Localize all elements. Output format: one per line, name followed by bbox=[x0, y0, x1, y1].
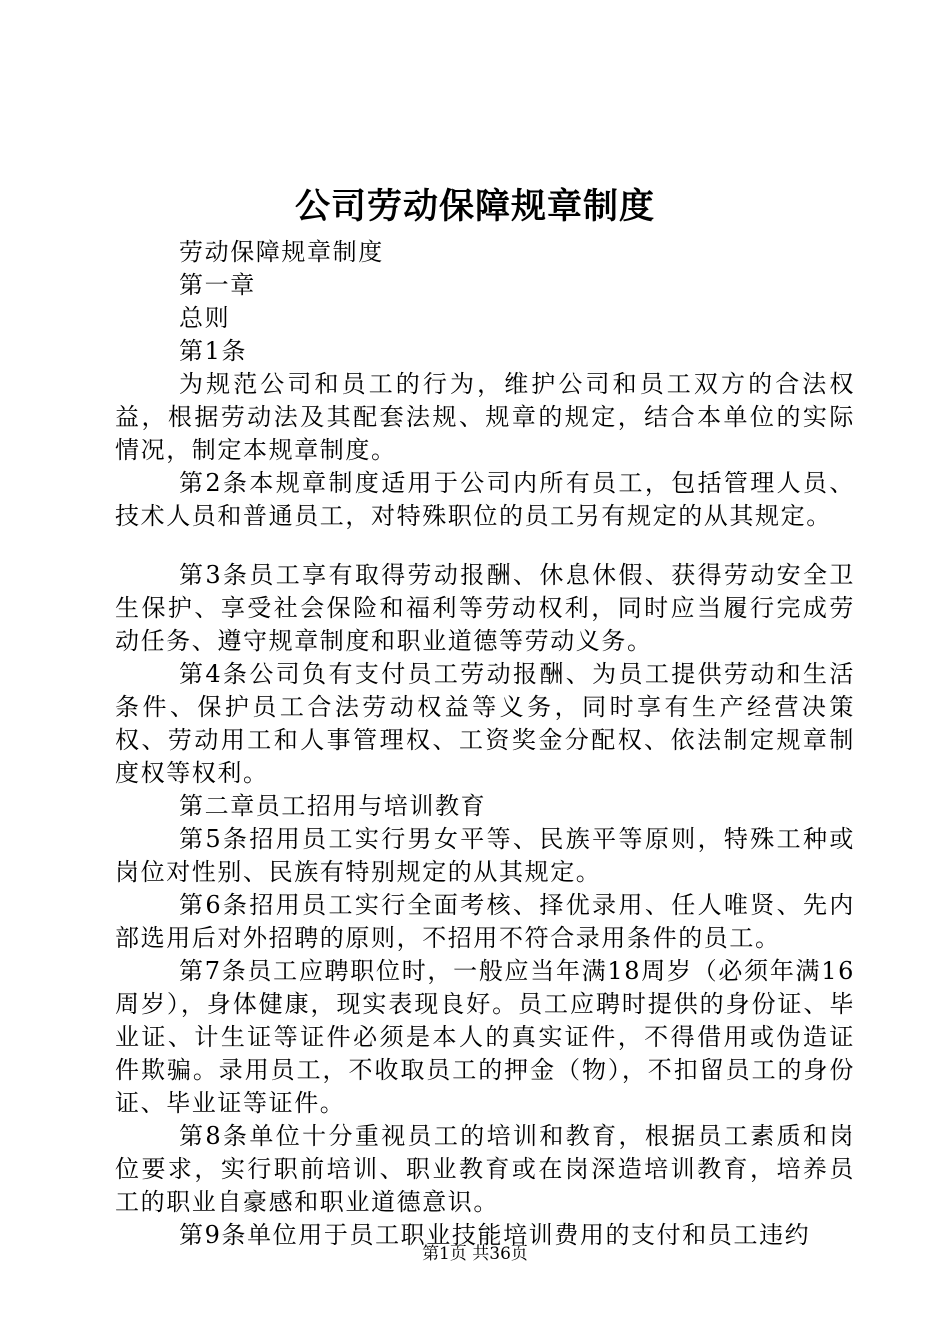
paragraph: 第4条公司负有支付员工劳动报酬、为员工提供劳动和生活条件、保护员工合法劳动权益等义务，同时享有生产经营决策权、劳动用工和人事管理权、工资奖金分配权、依法制定规章制度权等权利。 bbox=[115, 660, 855, 787]
paragraph: 第5条招用员工实行男女平等、民族平等原则，特殊工种或岗位对性别、民族有特别规定的从其规定。 bbox=[115, 825, 855, 886]
page-footer: 第1页 共36页 bbox=[422, 1244, 528, 1264]
paragraph: 第二章员工招用与培训教育 bbox=[179, 792, 487, 820]
paragraph: 第8条单位十分重视员工的培训和教育，根据员工素质和岗位要求，实行职前培训、职业教育或在岗深造培训教育，培养员工的职业自豪感和职业道德意识。 bbox=[115, 1122, 855, 1216]
paragraph: 第7条员工应聘职位时，一般应当年满18周岁（必须年满16周岁），身体健康，现实表现良好。员工应聘时提供的身份证、毕业证、计生证等证件必须是本人的真实证件，不得借用或伪造证件欺骗。录用员工，不收取员工的押金（物），不扣留员工的身份证、毕业证等证件。 bbox=[115, 957, 855, 1117]
paragraph: 第一章 bbox=[179, 271, 256, 299]
paragraph: 第1条 bbox=[179, 337, 248, 365]
document-body bbox=[115, 236, 855, 1252]
paragraph: 为规范公司和员工的行为，维护公司和员工双方的合法权益，根据劳动法及其配套法规、规章的规定，结合本单位的实际情况，制定本规章制度。 bbox=[115, 370, 855, 464]
paragraph: 第2条本规章制度适用于公司内所有员工，包括管理人员、技术人员和普通员工，对特殊职位的员工另有规定的从其规定。 bbox=[115, 469, 855, 530]
paragraph: 第3条员工享有取得劳动报酬、休息休假、获得劳动安全卫生保护、享受社会保险和福利等劳动权利，同时应当履行完成劳动任务、遵守规章制度和职业道德等劳动义务。 bbox=[115, 561, 855, 655]
document-title: 公司劳动保障规章制度 bbox=[294, 186, 655, 227]
paragraph: 第9条单位用于员工职业技能培训费用的支付和员工违约 bbox=[179, 1221, 811, 1249]
paragraph: 总则 bbox=[179, 304, 231, 332]
paragraph: 第6条招用员工实行全面考核、择优录用、任人唯贤、先内部选用后对外招聘的原则，不招用不符合录用条件的员工。 bbox=[115, 891, 855, 952]
paragraph: 劳动保障规章制度 bbox=[179, 238, 384, 266]
